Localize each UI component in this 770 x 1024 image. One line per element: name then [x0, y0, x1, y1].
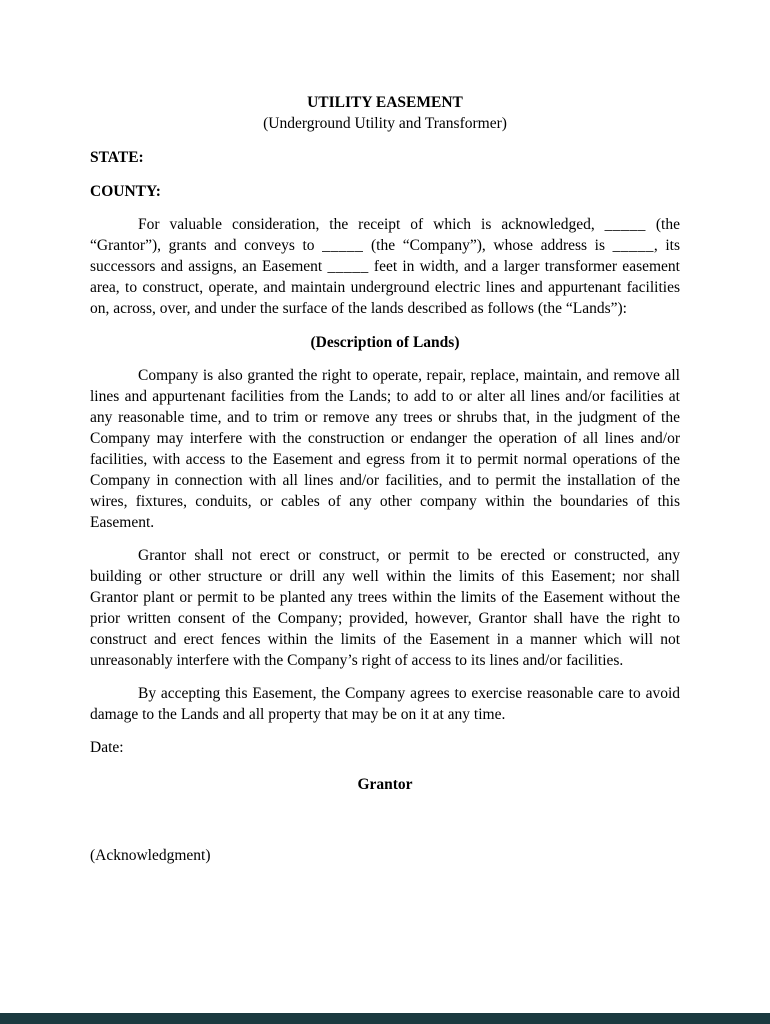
- description-of-lands-heading: (Description of Lands): [310, 334, 460, 351]
- paragraph-text: feet in width, and a larger transformer easement area, to construct, operate, and maintain underground electric lines and appurtenant facilities on, across, over, and under the surface of the lands described as follows (the “Lands”):: [90, 258, 680, 317]
- paragraph-operations: Company is also granted the right to operate, repair, replace, maintain, and remove all lines and appurtenant facilities from the Lands; to add to or alter all lines and/or facilities at any reasonable time, and to trim or remove any trees or shrubs that, in the judgment of the Company may interfere with the construction or endanger the operation of all lines and/or facilities, with access to the Easement and egress from it to permit normal operations of the Company in connection with all lines and/or facilities, and to permit the installation of the wires, fixtures, conduits, or cables of any other company within the boundaries of this Easement.: [90, 367, 680, 531]
- blank-field-grantor[interactable]: _____: [604, 216, 646, 233]
- state-label: STATE:: [90, 149, 144, 166]
- bottom-bar: [0, 1013, 770, 1024]
- paragraph-text: (the “Grantor”), grants and conveys to: [90, 216, 680, 254]
- blank-field-company[interactable]: _____: [322, 237, 364, 254]
- paragraph-care: By accepting this Easement, the Company agrees to exercise reasonable care to avoid damage to the Lands and all property that may be on it at any time.: [90, 685, 680, 723]
- paragraph-text: , its successors and assigns, an Easement: [90, 237, 680, 275]
- grantor-signature-label: Grantor: [357, 776, 413, 793]
- document-title: UTILITY EASEMENT: [307, 94, 463, 111]
- blank-field-address[interactable]: _____: [612, 237, 654, 254]
- acknowledgment-label: (Acknowledgment): [90, 847, 211, 864]
- date-label: Date:: [90, 739, 124, 756]
- paragraph-restrictions: Grantor shall not erect or construct, or permit to be erected or constructed, any building or other structure or drill any well within the limits of this Easement; nor shall Grantor plant or permit to be planted any trees within the limits of the Easement without the prior written consent of the Company; provided, however, Grantor shall have the right to construct and erect fences within the limits of the Easement in a manner which will not unreasonably interfere with the Company’s right of access to its lines and/or facilities.: [90, 547, 680, 669]
- paragraph-consideration: [90, 214, 680, 319]
- document-subtitle: (Underground Utility and Transformer): [263, 115, 507, 132]
- paragraph-text: For valuable consideration, the receipt of which is acknowledged,: [138, 216, 605, 233]
- blank-field-feet-width[interactable]: _____: [327, 258, 369, 275]
- paragraph-text: (the “Company”), whose address is: [363, 237, 613, 254]
- county-label: COUNTY:: [90, 183, 161, 200]
